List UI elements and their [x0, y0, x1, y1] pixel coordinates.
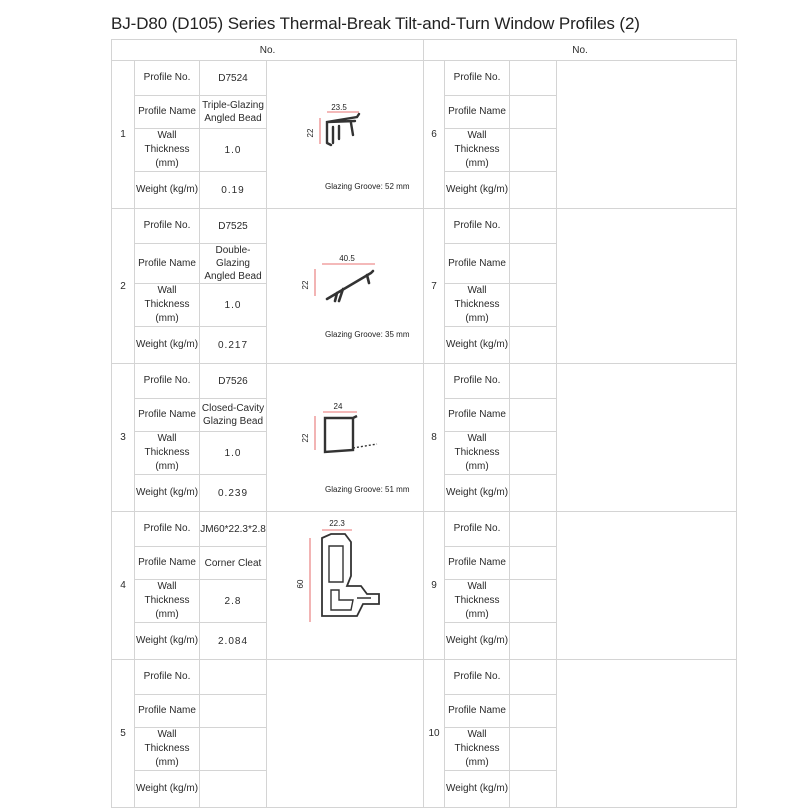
field-value — [200, 695, 267, 728]
field-label: Weight (kg/m) — [135, 172, 200, 209]
header-no-left: No. — [112, 40, 424, 61]
field-value — [510, 399, 557, 432]
profiles-table — [111, 39, 737, 808]
row-number: 7 — [424, 209, 445, 364]
field-label: Weight (kg/m) — [445, 623, 510, 660]
field-value — [510, 432, 557, 475]
field-value: D7525 — [200, 209, 267, 244]
profile-drawing-cell — [267, 660, 424, 808]
height-dimension-label: 22 — [301, 433, 310, 443]
label-line-2: (mm) — [465, 461, 489, 472]
field-value: 0.239 — [200, 475, 267, 512]
label-line-1: Wall Thickness — [144, 433, 190, 458]
field-value: 0.19 — [200, 172, 267, 209]
profile-drawing-cell — [557, 209, 737, 364]
profile-drawing-cell — [557, 61, 737, 209]
field-label: Profile Name — [135, 244, 200, 284]
label-line-2: (mm) — [465, 757, 489, 768]
row-number: 9 — [424, 512, 445, 660]
label-line-1: Wall Thickness — [144, 285, 190, 310]
profile-drawing-cell — [267, 512, 424, 660]
label-line-2: (mm) — [155, 461, 179, 472]
field-label — [135, 728, 200, 771]
glazing-groove-note: Glazing Groove: 35 mm — [325, 330, 410, 339]
table-row — [112, 660, 737, 695]
field-label: Profile Name — [135, 695, 200, 728]
field-label: Profile No. — [445, 61, 510, 96]
glazing-groove-note: Glazing Groove: 51 mm — [325, 485, 410, 494]
field-label: Profile Name — [135, 399, 200, 432]
row-number: 6 — [424, 61, 445, 209]
field-value: 2.084 — [200, 623, 267, 660]
profile-section-shape — [327, 114, 359, 145]
field-value — [510, 209, 557, 244]
profile-name-line-2: Angled Bead — [204, 271, 262, 282]
field-value — [510, 695, 557, 728]
field-label: Weight (kg/m) — [445, 327, 510, 364]
label-line-1: Wall Thickness — [454, 581, 500, 606]
field-value — [510, 129, 557, 172]
label-line-1: Wall Thickness — [454, 130, 500, 155]
label-line-1: Wall Thickness — [454, 433, 500, 458]
table-row — [112, 364, 737, 399]
profile-name-line-1: Corner Cleat — [204, 557, 262, 569]
field-label: Profile Name — [445, 399, 510, 432]
row-number: 4 — [112, 512, 135, 660]
field-label: Weight (kg/m) — [445, 172, 510, 209]
table-row — [112, 209, 737, 244]
gasket-line — [353, 444, 377, 448]
field-label: Profile Name — [445, 695, 510, 728]
label-line-2: (mm) — [155, 158, 179, 169]
field-value — [200, 771, 267, 808]
field-value — [510, 475, 557, 512]
field-label: Weight (kg/m) — [135, 327, 200, 364]
field-label — [445, 580, 510, 623]
field-value: D7526 — [200, 364, 267, 399]
field-label: Weight (kg/m) — [445, 475, 510, 512]
width-dimension-label: 23.5 — [331, 103, 347, 112]
profile-name-line-1: Triple-Glazing — [202, 100, 264, 111]
label-line-1: Wall Thickness — [454, 729, 500, 754]
width-dimension-label: 40.5 — [339, 254, 355, 263]
field-value — [510, 327, 557, 364]
field-value — [510, 728, 557, 771]
profile-drawing-cell — [557, 660, 737, 808]
field-label — [445, 284, 510, 327]
field-value — [510, 512, 557, 547]
row-number: 10 — [424, 660, 445, 808]
field-label: Weight (kg/m) — [445, 771, 510, 808]
field-value — [510, 364, 557, 399]
row-number: 5 — [112, 660, 135, 808]
field-label: Weight (kg/m) — [135, 623, 200, 660]
profile-drawing-cell — [267, 364, 424, 512]
label-line-2: (mm) — [155, 757, 179, 768]
field-value — [510, 284, 557, 327]
label-line-2: (mm) — [465, 313, 489, 324]
row-number: 8 — [424, 364, 445, 512]
glazing-groove-note: Glazing Groove: 52 mm — [325, 182, 410, 191]
field-value — [510, 623, 557, 660]
field-label: Profile No. — [135, 512, 200, 547]
row-number: 3 — [112, 364, 135, 512]
field-label — [135, 580, 200, 623]
field-label: Profile No. — [135, 660, 200, 695]
field-value — [510, 660, 557, 695]
profile-drawing — [267, 512, 423, 654]
label-line-1: Wall Thickness — [144, 581, 190, 606]
field-value — [200, 547, 267, 580]
field-label: Weight (kg/m) — [135, 771, 200, 808]
field-label: Profile No. — [135, 61, 200, 96]
height-dimension-label: 22 — [301, 280, 310, 290]
field-value — [510, 771, 557, 808]
field-label: Profile Name — [135, 547, 200, 580]
field-value: 1.0 — [200, 284, 267, 327]
profile-drawing-cell — [267, 209, 424, 364]
field-label: Profile No. — [445, 512, 510, 547]
field-value: D7524 — [200, 61, 267, 96]
field-label: Weight (kg/m) — [135, 475, 200, 512]
field-label: Profile No. — [445, 364, 510, 399]
field-value — [200, 660, 267, 695]
field-label — [135, 129, 200, 172]
field-value — [510, 547, 557, 580]
field-label: Profile Name — [445, 547, 510, 580]
field-value: 1.0 — [200, 432, 267, 475]
row-number: 1 — [112, 61, 135, 209]
label-line-2: (mm) — [155, 313, 179, 324]
height-dimension-label: 60 — [296, 579, 305, 589]
field-value — [200, 399, 267, 432]
field-label — [445, 432, 510, 475]
field-value — [200, 728, 267, 771]
field-value: 2.8 — [200, 580, 267, 623]
field-value — [510, 96, 557, 129]
profile-name-line-2: Angled Bead — [204, 113, 262, 124]
field-value — [510, 172, 557, 209]
field-value — [200, 96, 267, 129]
field-label: Profile No. — [445, 209, 510, 244]
field-label: Profile Name — [445, 96, 510, 129]
field-label — [135, 432, 200, 475]
field-value — [510, 580, 557, 623]
profile-name-line-1: Double-Glazing — [215, 245, 251, 269]
profile-section-shape — [327, 271, 373, 301]
height-dimension-label: 22 — [306, 128, 315, 138]
label-line-1: Wall Thickness — [144, 130, 190, 155]
field-label: Profile No. — [135, 364, 200, 399]
field-value: 0.217 — [200, 327, 267, 364]
label-line-2: (mm) — [465, 158, 489, 169]
label-line-1: Wall Thickness — [144, 729, 190, 754]
label-line-1: Wall Thickness — [454, 285, 500, 310]
page-title: BJ-D80 (D105) Series Thermal-Break Tilt-and-Turn Window Profiles (2) — [111, 14, 640, 33]
profile-drawing-cell — [557, 512, 737, 660]
width-dimension-label: 22.3 — [329, 519, 345, 528]
header-row — [112, 40, 737, 61]
header-no-right: No. — [424, 40, 737, 61]
label-line-2: (mm) — [465, 609, 489, 620]
width-dimension-label: 24 — [333, 402, 343, 411]
field-value: JM60*22.3*2.8 — [200, 512, 267, 547]
profile-drawing-cell — [267, 61, 424, 209]
profile-drawing-cell — [557, 364, 737, 512]
field-label: Profile Name — [445, 244, 510, 284]
field-label: Profile Name — [135, 96, 200, 129]
profile-name-line-1: Closed-Cavity — [201, 403, 265, 414]
field-label — [135, 284, 200, 327]
label-line-2: (mm) — [155, 609, 179, 620]
field-value: 1.0 — [200, 129, 267, 172]
field-value — [510, 244, 557, 284]
field-value — [200, 244, 267, 284]
field-label — [445, 728, 510, 771]
field-value — [510, 61, 557, 96]
table-row — [112, 61, 737, 96]
field-label: Profile No. — [135, 209, 200, 244]
profile-section-shape — [325, 416, 357, 452]
profile-name-line-2: Glazing Bead — [202, 416, 264, 427]
row-number: 2 — [112, 209, 135, 364]
field-label: Profile No. — [445, 660, 510, 695]
table-row — [112, 512, 737, 547]
field-label — [445, 129, 510, 172]
